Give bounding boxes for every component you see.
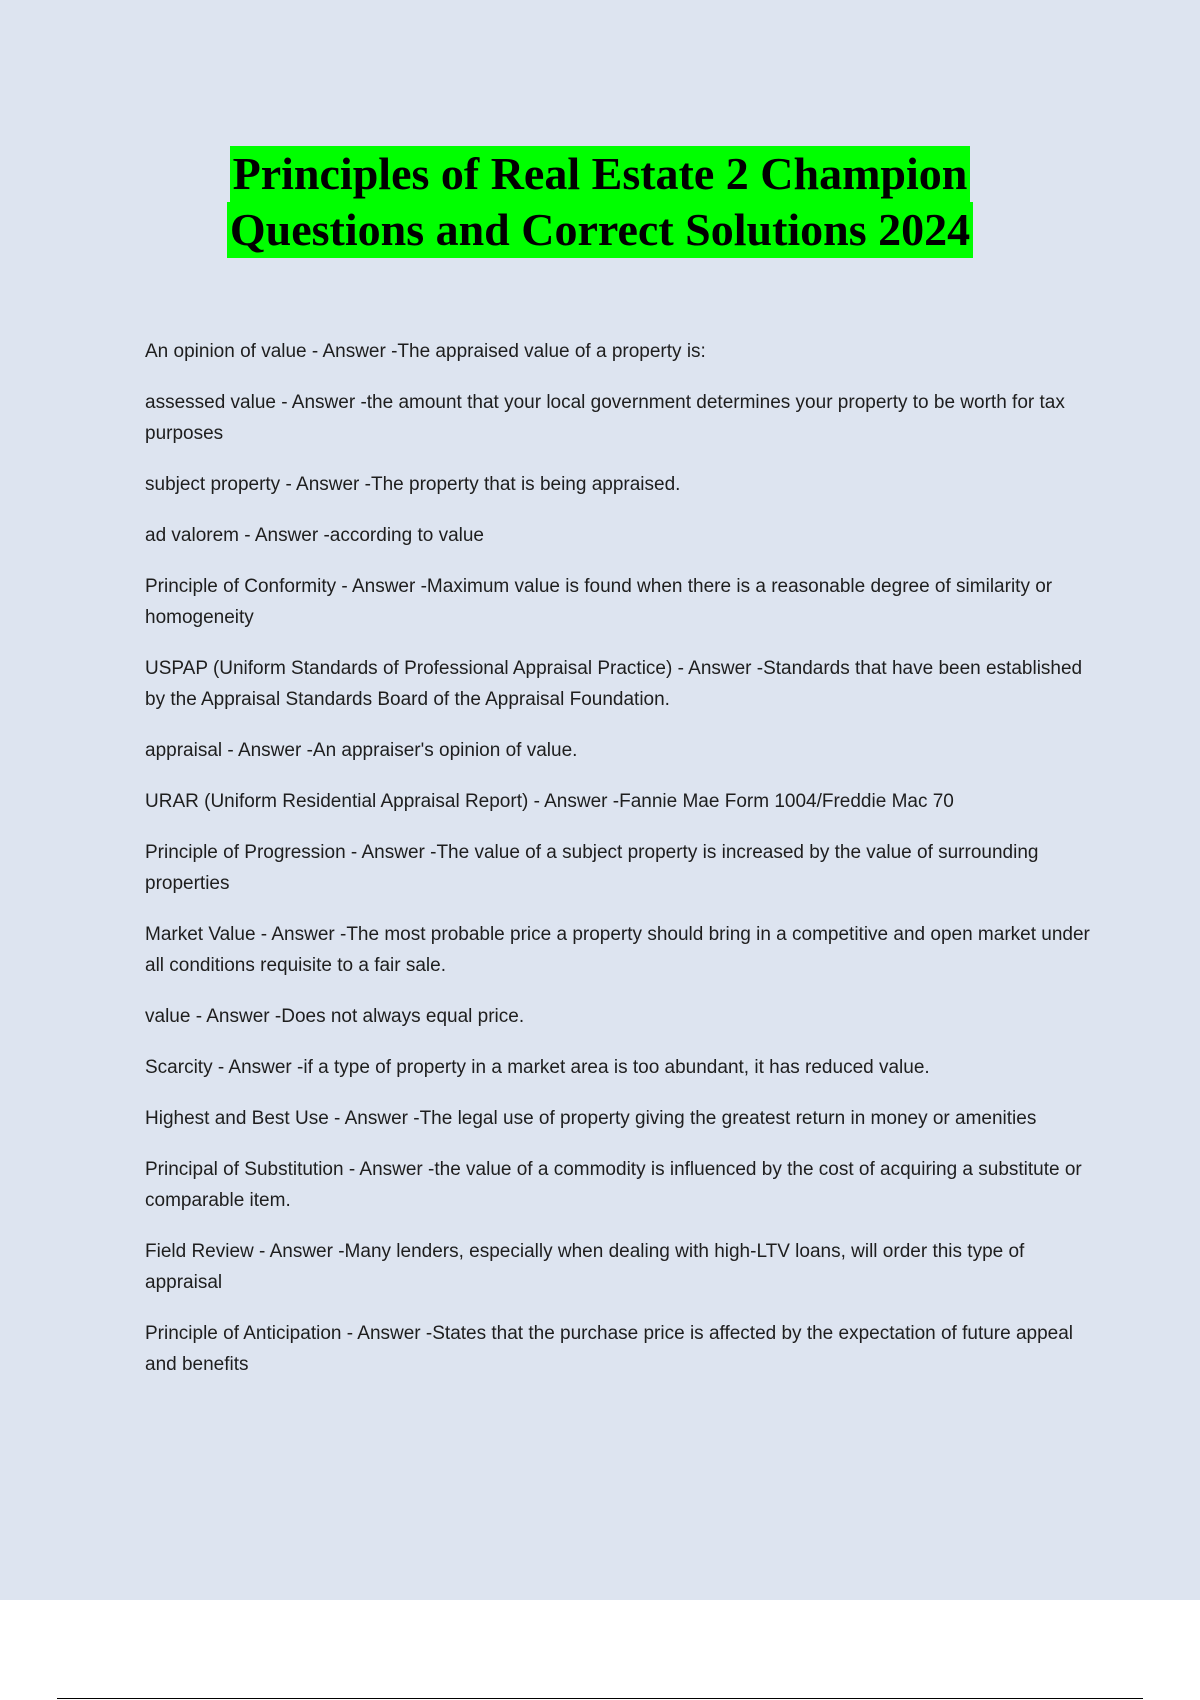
document-title bbox=[0, 146, 1200, 258]
qa-entry: URAR (Uniform Residential Appraisal Report) - Answer -Fannie Mae Form 1004/Freddie Mac 70 bbox=[145, 791, 954, 812]
title-line-1: Principles of Real Estate 2 Champion bbox=[230, 146, 971, 202]
qa-entry: Highest and Best Use - Answer -The legal use of property giving the greatest return in money or amenities bbox=[145, 1108, 1037, 1129]
qa-list bbox=[145, 336, 1090, 1400]
qa-entry: Field Review - Answer -Many lenders, especially when dealing with high-LTV loans, will order this type of appraisal bbox=[145, 1241, 1025, 1293]
qa-entry: Principle of Conformity - Answer -Maximum value is found when there is a reasonable degree of similarity or homogeneity bbox=[145, 576, 1053, 628]
qa-entry: Scarcity - Answer -if a type of property in a market area is too abundant, it has reduced value. bbox=[145, 1057, 930, 1078]
footer-divider bbox=[57, 1698, 1143, 1699]
qa-entry: subject property - Answer -The property that is being appraised. bbox=[145, 474, 681, 495]
qa-entry: Principle of Progression - Answer -The value of a subject property is increased by the value of surrounding properties bbox=[145, 842, 1039, 894]
qa-entry: Principal of Substitution - Answer -the value of a commodity is influenced by the cost of acquiring a substitute or comparable item. bbox=[145, 1159, 1082, 1211]
qa-entry: ad valorem - Answer -according to value bbox=[145, 525, 484, 546]
qa-entry: assessed value - Answer -the amount that your local government determines your property to be worth for tax purposes bbox=[145, 392, 1065, 444]
qa-entry: Principle of Anticipation - Answer -States that the purchase price is affected by the expectation of future appeal and benefits bbox=[145, 1323, 1074, 1375]
qa-entry: Market Value - Answer -The most probable price a property should bring in a competitive and open market under all conditions requisite to a fair sale. bbox=[145, 924, 1090, 976]
title-line-2: Questions and Correct Solutions 2024 bbox=[227, 202, 973, 258]
qa-entry: value - Answer -Does not always equal price. bbox=[145, 1006, 525, 1027]
qa-entry: An opinion of value - Answer -The appraised value of a property is: bbox=[145, 341, 706, 362]
qa-entry: USPAP (Uniform Standards of Professional Appraisal Practice) - Answer -Standards that have been established by the Appraisal Standards Board of the Appraisal Foundation. bbox=[145, 658, 1083, 710]
qa-entry: appraisal - Answer -An appraiser's opinion of value. bbox=[145, 740, 578, 761]
